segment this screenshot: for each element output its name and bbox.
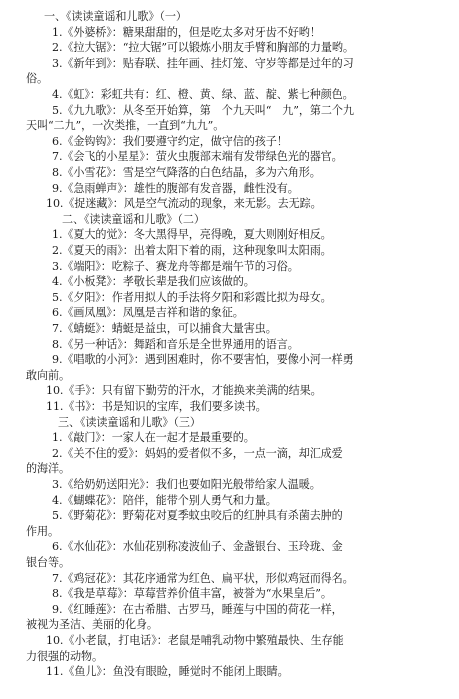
list-item-continuation: 俗。	[26, 72, 48, 86]
list-item: 8.《另一种话》：舞蹈和音乐是全世界通用的语言。	[52, 337, 299, 351]
list-item: 1.《敲门》：一家人在一起才是最重要的。	[52, 431, 255, 445]
list-item: 1.《外婆桥》：糖果甜甜的，但是吃太多对牙齿不好哟！	[52, 25, 321, 39]
list-item-continuation: 天叫“二九”，一次类推，一直到“九九”。	[26, 119, 225, 133]
list-item: 8.《我是草莓》：草莓营养价值丰富，被誉为“水果皇后”。	[52, 587, 332, 601]
list-item: 1.《夏大的觉》：冬大黑得早，亮得晚，夏大则刚好相反。	[52, 228, 332, 242]
list-item: 5.《九九歌》：从冬至开始算，第 个九天叫“ 九”，第二个九	[52, 103, 354, 117]
list-item: 5.《夕阳》：作者用拟人的手法将夕阳和彩霞比拟为母女。	[52, 290, 332, 304]
list-item: 2.《关不住的爱》：妈妈的爱者似不多，一点一滴，却汇成爱	[52, 446, 343, 460]
list-item-continuation: 的海洋。	[26, 462, 70, 476]
list-item: 9.《急雨蝉声》：雄性的腹部有发音器，雌性没有。	[52, 181, 299, 195]
list-item: 8.《小雪花》：雪是空气降落的白色结晶，多为六角形。	[52, 166, 321, 179]
list-item-continuation: 银台等。	[26, 556, 70, 569]
list-item: 2.《拉大锯》：“拉大锯”可以锻炼小朋友手臂和胸部的力量哟。	[52, 41, 354, 55]
list-item: 3.《给奶奶送阳光》：我们也要如阳光般带给家人温暖。	[52, 478, 321, 491]
list-item: 10.《手》：只有留下勤劳的汗水，才能换来美满的结果。	[46, 384, 322, 398]
section-heading-1: 一、《读读童谣和儿歌》（一）	[44, 10, 187, 23]
list-item-continuation: 敢向前。	[26, 368, 70, 382]
list-item: 3.《新年到》：贴春联、挂年画、挂灯笼、守岁等都是过年的习	[52, 56, 354, 70]
list-item: 2.《夏天的雨》：出着太阳下着的雨，这种现象叫太阳雨。	[52, 244, 332, 257]
list-item: 3.《端阳》：吃粽子、赛龙舟等都是端午节的习俗。	[52, 259, 299, 273]
list-item: 10.《小老鼠，打电话》：老鼠是哺乳动物中繁殖最快、生存能	[46, 634, 344, 647]
list-item: 4.《小板凳》：孝敬长辈是我们应该做的。	[52, 275, 255, 289]
list-item: 6.《水仙花》：水仙花别称凌波仙子、金盏银台、玉玲珑、金	[52, 540, 343, 554]
list-item: 7.《会飞的小星星》：萤火虫腹部末端有发带绿色光的器官。	[52, 150, 343, 164]
list-item: 9.《唱歌的小河》：遇到困难时，你不要害怕，要像小河一样勇	[52, 353, 354, 367]
list-item: 6.《画凤凰》：凤凰是吉祥和谐的象征。	[52, 306, 244, 320]
list-item: 7.《鸡冠花》：其花序通常为红色、扁平状，形似鸡冠而得名。	[52, 571, 354, 585]
list-item-continuation: 力很强的动物。	[26, 649, 103, 663]
section-heading-3: 三、《读读童谣和儿歌》（三）	[58, 415, 201, 429]
list-item-continuation: 被视为圣洁、美丽的化身。	[26, 618, 158, 632]
list-item: 10.《捉迷藏》：风是空气流动的现象，来无影。去无踪。	[46, 197, 322, 211]
list-item: 6.《金钩钩》：我们要遵守约定，做守信的孩子！	[52, 134, 288, 148]
list-item: 5.《野菊花》：野菊花对夏季蚊虫咬后的红肿具有杀菌去肿的	[52, 509, 343, 523]
list-item: 7.《蜻蜓》：蜻蜓是益虫，可以捕食大量害虫。	[52, 322, 277, 335]
list-item: 4.《蝴蝶花》：陪伴，能带个别人勇气和力量。	[52, 493, 277, 507]
list-item: 11.《书》：书是知识的宝库，我们要多读书。	[46, 400, 267, 413]
list-item: 9.《红睡莲》：在古希腊、古罗马，睡莲与中国的荷花一样，	[52, 602, 343, 616]
list-item: 4.《虹》：彩虹共有：红、橙、黄、绿、蓝、靛、紫七种颜色。	[52, 88, 354, 101]
list-item: 11.《鱼儿》：鱼没有眼睑，睡觉时不能闭上眼睛。	[46, 665, 289, 679]
section-heading-2: 二、《读读童谣和儿歌》（二）	[62, 212, 205, 226]
list-item-continuation: 作用。	[26, 524, 59, 538]
